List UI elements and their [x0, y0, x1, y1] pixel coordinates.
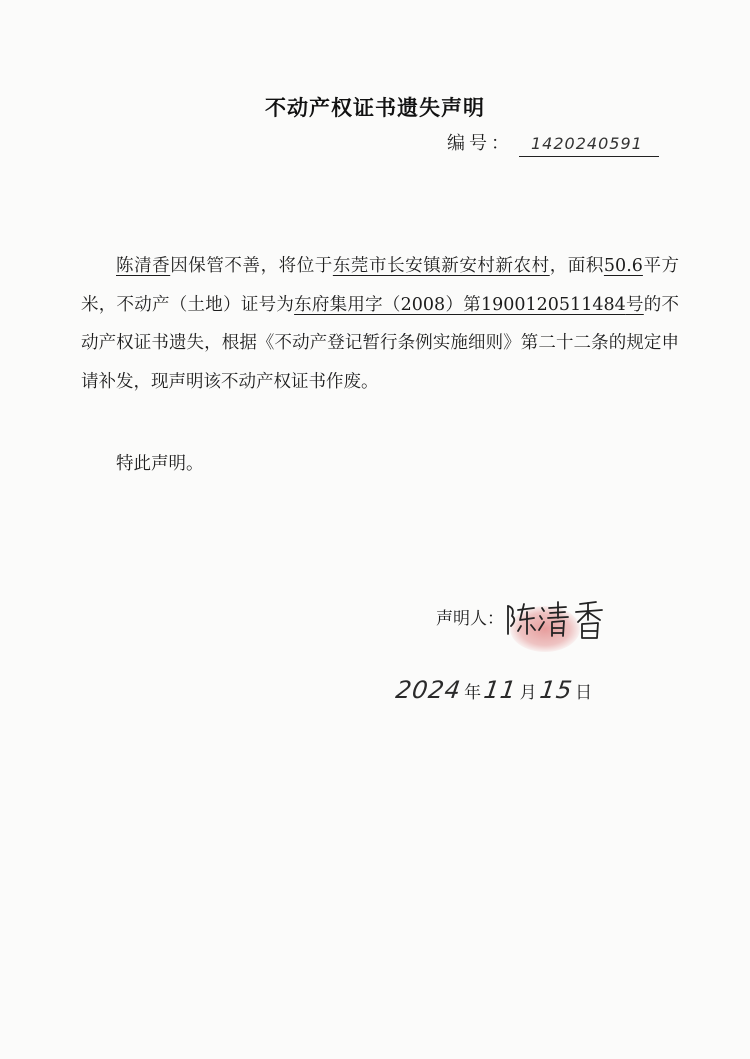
property-address: 东莞市长安镇新安村新农村: [332, 256, 550, 276]
serial-value: 1420240591: [519, 132, 659, 157]
date-row: [396, 676, 595, 716]
document-title: 不动产权证书遗失声明: [265, 96, 485, 120]
certificate-number: 1900120511484: [480, 294, 626, 315]
serial-number-row: [447, 130, 659, 158]
date-month: 11: [482, 676, 519, 704]
body-text-1: 因保管不善，将位于: [170, 256, 333, 276]
closing-statement: 特此声明。: [116, 454, 204, 474]
date-day-unit: 日: [575, 683, 593, 703]
declarant-label: 声明人：: [436, 609, 504, 629]
date-day: 15: [537, 676, 575, 704]
serial-label: 编号：: [447, 133, 513, 154]
handwritten-signature: [504, 598, 614, 640]
date-year: 2024: [394, 676, 464, 704]
body-text-2: ，面积: [549, 256, 604, 276]
date-month-unit: 月: [519, 683, 537, 703]
certificate-prefix: 东府集用字（2008）第: [294, 294, 481, 315]
property-area: 50.6: [603, 256, 643, 276]
body-text-4: 的不动产权证书遗失，根据《不动产登记暂行条例实施细则》第二十二条的规定申请补发，现声明该不动产权证书作废。: [81, 294, 680, 392]
body-text-3: 平方米，不动产（土地）证号为: [81, 256, 680, 315]
certificate-suffix: 号: [625, 294, 644, 315]
date-year-unit: 年: [464, 683, 482, 703]
signature-strokes: [504, 598, 614, 640]
declaration-body: [81, 247, 679, 401]
owner-name: 陈清香: [116, 256, 171, 276]
declarant-row: [436, 598, 614, 638]
